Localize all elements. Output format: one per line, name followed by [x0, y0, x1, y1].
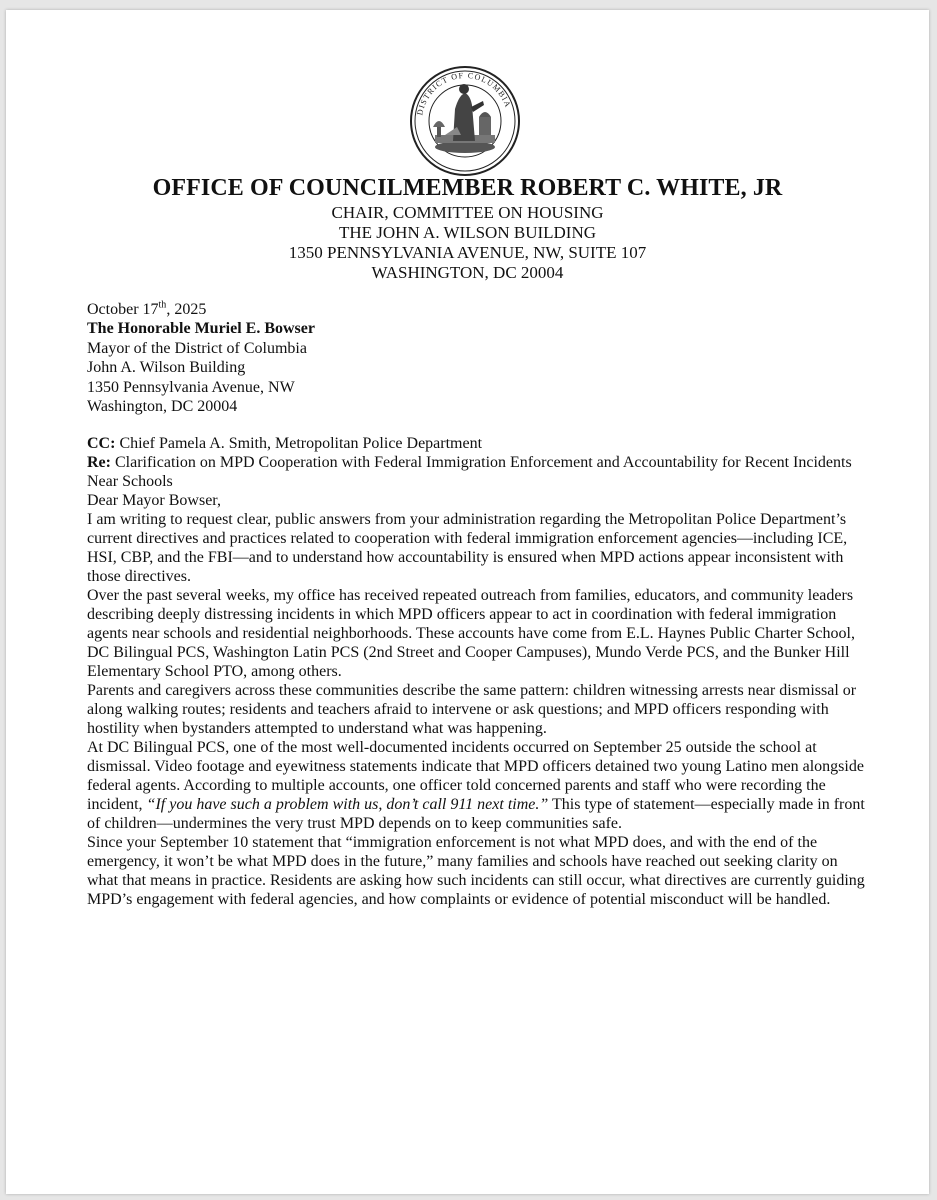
subject-label: Re: [87, 453, 111, 471]
paragraph-4-text-end: This type of statement—especially made in front of children—undermines the very trust MPD depends on to keep communities safe. [87, 795, 865, 832]
letterhead-city: WASHINGTON, DC 20004 [371, 263, 564, 282]
recipient-city: Washington, DC 20004 [87, 398, 238, 415]
paragraph-3: Parents and caregivers across these communities describe the same pattern: children witnessing arrests near dismissal or along walking routes; residents and teachers afraid to intervene or ask questions; and MPD officers responding with hostility when bystanders attempted to understand what was happening. [87, 681, 857, 737]
letter-date [87, 300, 867, 319]
date-suffix: th [158, 299, 167, 311]
cc-line [87, 434, 867, 453]
svg-text:DISTRICT OF COLUMBIA: DISTRICT OF COLUMBIA [415, 70, 513, 117]
recipient-address [87, 319, 867, 417]
paragraph-5: Since your September 10 statement that “immigration enforcement is not what MPD does, and with the end of the emergency, it won’t be what MPD does in the future,” many families and schools have reached out seeking clarity on what that means in practice. Residents are asking how such incidents can still occur, what directives are currently guiding MPD’s engagement with federal agencies, and how complaints or evidence of potential misconduct will be handled. [87, 833, 865, 908]
recipient-name: The Honorable Muriel E. Bowser [87, 320, 315, 337]
letterhead [6, 173, 929, 283]
district-of-columbia-seal-icon [409, 65, 521, 177]
date-year: , 2025 [166, 301, 207, 318]
paragraph-4 [87, 738, 867, 833]
paragraph-2: Over the past several weeks, my office has received repeated outreach from families, educators, and community leaders describing deeply distressing incidents in which MPD officers appear to act in coordination with federal immigration agents near schools and residential neighborhoods. These accounts have come from E.L. Haynes Public Charter School, DC Bilingual PCS, Washington Latin PCS (2nd Street and Cooper Campuses), Mundo Verde PCS, and the Bunker Hill Elementary School PTO, among others. [87, 586, 855, 680]
letterhead-street: 1350 PENNSYLVANIA AVENUE, NW, SUITE 107 [288, 243, 647, 262]
cc-label: CC: [87, 434, 116, 452]
letterhead-committee: CHAIR, COMMITTEE ON HOUSING [331, 203, 604, 222]
date-month-day: October 17 [87, 301, 159, 318]
recipient-title: Mayor of the District of Columbia [87, 339, 307, 357]
subject-text: Clarification on MPD Cooperation with Federal Immigration Enforcement and Accountability for Recent Incidents Near Schools [87, 453, 852, 490]
paragraph-1: I am writing to request clear, public answers from your administration regarding the Metropolitan Police Department’s current directives and practices related to cooperation with federal immigration enforcement agencies—including ICE, HSI, CBP, and the FBI—and to understand how accountability is ensured when MPD actions appear inconsistent with those directives. [87, 510, 848, 585]
cc-text: Chief Pamela A. Smith, Metropolitan Police Department [115, 434, 483, 452]
letter-body [87, 300, 867, 909]
salutation: Dear Mayor Bowser, [87, 491, 221, 509]
recipient-building: John A. Wilson Building [87, 359, 246, 376]
letterhead-building: THE JOHN A. WILSON BUILDING [338, 223, 597, 242]
recipient-street: 1350 Pennsylvania Avenue, NW [87, 378, 295, 396]
letter-page [6, 10, 929, 1194]
officer-quote: “If you have such a problem with us, don’t call 911 next time.” [146, 795, 549, 813]
subject-line [87, 453, 867, 491]
paragraph-4-text: At DC Bilingual PCS, one of the most well-documented incidents occurred on September 25 outside the school at dismissal. Video footage and eyewitness statements indicate that MPD officers detained two young Latino men alongside federal agents. According to multiple accounts, one officer told concerned parents and staff who were recording the incident, [87, 738, 864, 813]
letterhead-title: OFFICE OF COUNCILMEMBER ROBERT C. WHITE, JR [152, 175, 783, 201]
